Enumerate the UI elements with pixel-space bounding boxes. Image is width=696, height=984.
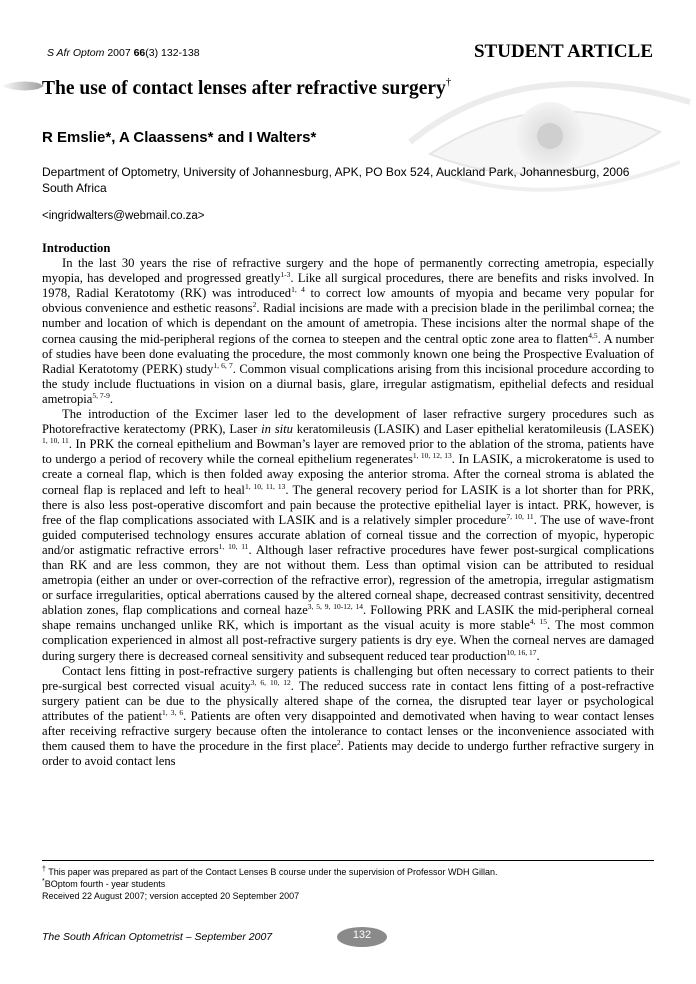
page-number: 132 [352,929,372,941]
footer-journal-month: The South African Optometrist – September 2007 [42,931,273,943]
introduction-paragraph-3: Contact lens fitting in post-refractive surgery patients is challenging but often necessary to correct patients to their pre-surgical best corrected visual acuity$^{3, 6, 10, 12}$. The reduced success rate in contact lens fitting of a post-refractive surgery patient can be due to the physically altered shape of the cornea, the disrupted tear layer or psychological attributes of the patient$^{1, 3, 6}$. Patients are often very disappointed and demotivated when having to wear contact lenses after receiving refractive surgery because often the intolerance to contact lenses or the inconvenience associated with them caused them to have the procedure in the first place$^2$. Patients may decide to undergo further refractive surgery in order to avoid contact lens [42,663,654,769]
introduction-paragraph-1: In the last 30 years the rise of refractive surgery and the hope of permanently correcting ametropia, especially myopia, has developed and progressed greatly$^{1-3}$. Like all surgical procedures, there are benefits and risks involved. In 1978, Radial Keratotomy (RK) was introduced$^{1, 4}$ to correct low amounts of myopia and became very popular for obvious convenience and esthetic reasons$^2$. Radial incisions are made with a precision blade in the perilimbal cornea; the number and location of which is dependant on the amount of ametropia. These incisions alter the normal shape of the cornea causing the mid-peripheral regions of the cornea to steepen and the central optic zone area to flatten$^{4,5}$. A number of studies have been done evaluating the procedure, the most commonly known one being the Prospective Evaluation of Radial Keratotomy (PERK) study$^{1, 6, 7}$. Common visual complications arising from this incisional procedure according to the study include fluctuations in vision on a diurnal basis, glare, irregular astigmatism, epithelial defects and residual ametropia$^{5, 7-9}$. [42,256,655,406]
journal-name: S Afr Optom [47,47,105,59]
author-email: <ingridwalters@webmail.co.za> [42,210,205,222]
footnote-star: *BOptom fourth - year students [42,878,166,889]
footnotes [42,866,654,902]
introduction-heading: Introduction [42,241,111,255]
journal-issue-pages: (3) 132-138 [145,47,200,59]
article-title [42,76,451,100]
introduction-paragraph-2: The introduction of the Excimer laser led to the development of laser refractive surgery procedures such as Photorefractive keratectomy (PRK), Laser in situ keratomileusis (LASIK) and Laser epithelial keratomileusis (LASEK) $^{1, 10, 11}$. In PRK the corneal epithelium and Bowman’s layer are removed prior to the ablation of the stroma, patients have to undergo a period of recovery while the corneal epithelium regenerates$^{1, 10, 12, 13}$. In LASIK, a microkeratome is used to create a corneal flap, which is then folded away exposing the anterior stroma. After the corneal stroma is ablated the corneal flap is replaced and left to heal$^{1, 10, 11, 13}$. The general recovery period for LASIK is a lot shorter than for PRK, there is also less post-operative discomfort and pain because the protective epithelial layer is intact. PRK, however, is free of the flap complications associated with LASIK and is a relatively simpler procedure$^{7, 10, 11}$. The use of wave-front guided computerised technology ensures accurate ablation of corneal tissue and the correction of myopic, hyperopic and/or astigmatic refractive errors$^{1, 10, 11}$. Although laser refractive procedures have fewer post-surgical complications than RK and are less common, they are not without them. Less than optimal vision can be attributed to residual ametropia (either an under or over-correction of the refractive error), regression of the ametropia, irregular astigmatism or surface irregularities, optical aberrations caused by the altered corneal shape, decreased contrast sensitivity, decentred ablation zones, flap complications and corneal haze$^{3, 5, 9, 10-12, 14}$. Following PRK and LASIK the mid-peripheral corneal shape remains unchanged unlike RK, which is important as the visual acuity is more stable$^{4, 15}$. The most common complication experienced in almost all post-refractive surgery patients is dry eye. When the corneal nerves are damaged during surgery there is decreased corneal sensitivity and subsequent reduced tear production$^{10, 16, 17}$. [42,407,654,663]
received-dates: Received 22 August 2007; version accepted 20 September 2007 [42,891,300,901]
footnote-dagger: † This paper was prepared as part of the Contact Lenses B course under the supervision of Professor WDH Gillan. [42,866,498,877]
footnote-divider [42,860,654,861]
section-label: STUDENT ARTICLE [473,41,653,62]
article-title-text: The use of contact lenses after refractive surgery [42,78,446,99]
journal-volume: 66 [133,47,146,59]
journal-citation [47,47,200,59]
article-body [42,241,654,769]
journal-year: 2007 [107,47,131,59]
pen-decoration-icon [0,76,44,96]
author-affiliation: Department of Optometry, University of Johannesburg, APK, PO Box 524, Auckland Park, Johannesburg, 2006 South Africa [42,165,630,195]
title-dagger-mark: † [445,76,452,88]
article-authors: R Emslie*, A Claassens* and I Walters* [42,129,317,146]
